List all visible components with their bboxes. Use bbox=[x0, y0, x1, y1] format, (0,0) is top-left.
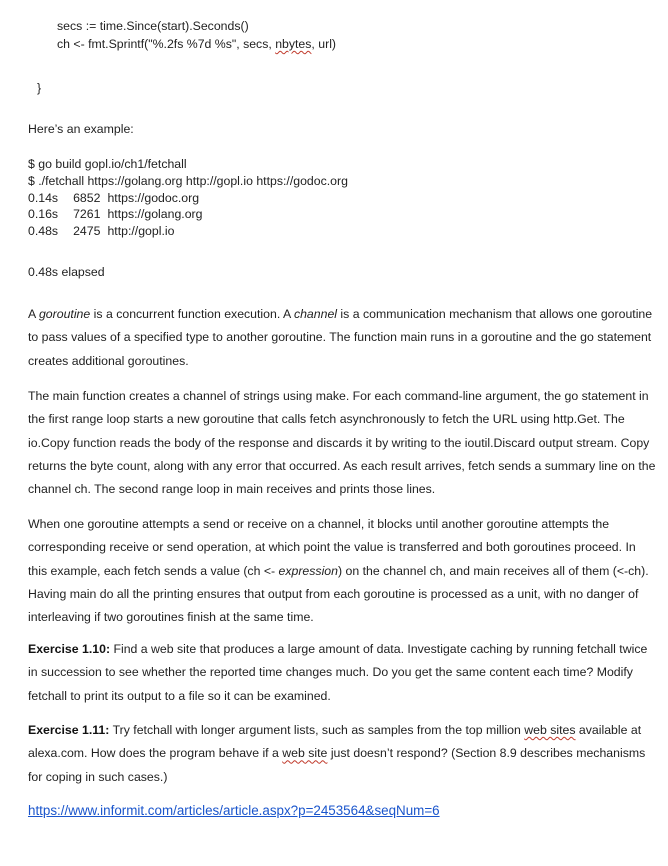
code-line-secs: secs := time.Since(start).Seconds() bbox=[57, 19, 249, 33]
code-line-sprintf bbox=[57, 36, 336, 52]
output-url: https://golang.org bbox=[107, 207, 203, 221]
exercise-1-10-text: Find a web site that produces a large amount of data. Investigate caching by running fetchall twice in succession to see whether the reported time changes much. Do you get the same content each time? Modify fetchall to print its output to a file so it can be examined. bbox=[28, 642, 648, 703]
term-goroutine: goroutine bbox=[38, 307, 91, 321]
output-bytes: 6852 bbox=[73, 191, 101, 205]
p1-text-c: is a communication mechanism that allows one goroutine to pass values of a specified type to another goroutine. The function main runs in a goroutine and the go statement creates additional goroutines. bbox=[28, 307, 653, 368]
exercise-1-11-label: Exercise 1.11: bbox=[28, 723, 110, 737]
term-channel: channel bbox=[293, 307, 338, 321]
output-url: http://gopl.io bbox=[107, 224, 175, 238]
source-link[interactable]: https://www.informit.com/articles/article.aspx?p=2453564&seqNum=6 bbox=[28, 803, 440, 818]
spellcheck-web-sites: web sites bbox=[524, 723, 576, 737]
term-expression: expression bbox=[278, 563, 338, 578]
output-row bbox=[28, 190, 199, 206]
shell-cmd-run: $ ./fetchall https://golang.org http://gopl.io https://godoc.org bbox=[28, 174, 348, 188]
elapsed-line: 0.48s elapsed bbox=[28, 265, 105, 279]
p3-text-a: When one goroutine attempts a send or receive on a channel, it blocks until another goroutine attempts the corresponding receive or send operation, at which point the value is transferred and both goroutines proceed. In this example, each fetch sends a value (ch <- bbox=[28, 517, 636, 578]
output-url: https://godoc.org bbox=[107, 191, 200, 205]
output-row bbox=[28, 223, 174, 239]
code-sprintf-post: , url) bbox=[311, 37, 337, 51]
output-time: 0.14s bbox=[28, 191, 59, 205]
exercise-1-10 bbox=[28, 638, 658, 708]
output-row bbox=[28, 206, 202, 222]
ex111-text-a: Try fetchall with longer argument lists, such as samples from the top million bbox=[109, 723, 525, 737]
output-bytes: 7261 bbox=[73, 207, 101, 221]
output-time: 0.48s bbox=[28, 224, 59, 238]
shell-cmd-build: $ go build gopl.io/ch1/fetchall bbox=[28, 157, 187, 171]
closing-brace: } bbox=[37, 81, 42, 95]
exercise-1-10-label: Exercise 1.10: bbox=[28, 642, 111, 656]
paragraph-main-function: The main function creates a channel of strings using make. For each command-line argument, the go statement in the first range loop starts a new goroutine that calls fetch asynchronously to fetch the URL using http.Get. The io.Copy function reads the body of the response and discards it by writing to the ioutil.Discard output stream. Copy returns the byte count, along with any error that occurred. As each result arrives, fetch sends a summary line on the channel ch. The second range loop in main receives and prints those lines. bbox=[28, 389, 656, 497]
paragraph-goroutine-def bbox=[28, 303, 658, 373]
p3-text-b: ) on the channel ch, and main receives all of them (<-ch). Having main do all the printing ensures that output from each goroutine is processed as a unit, with no danger of interleaving if two goroutines finish at the same time. bbox=[28, 563, 649, 625]
spellcheck-nbytes: nbytes bbox=[275, 37, 312, 51]
paragraph-blocking bbox=[28, 513, 658, 629]
code-sprintf-pre: ch <- fmt.Sprintf("%.2fs %7d %s", secs, bbox=[57, 37, 276, 51]
example-intro: Here’s an example: bbox=[28, 122, 134, 136]
p1-text-b: is a concurrent function execution. A bbox=[90, 307, 294, 321]
output-time: 0.16s bbox=[28, 207, 59, 221]
ex111-text-b: available at alexa.com. How does the program behave if a bbox=[28, 723, 642, 761]
exercise-1-11 bbox=[28, 719, 658, 789]
spellcheck-web-site: web site bbox=[282, 746, 328, 761]
ex111-text-c: just doesn’t respond? (Section 8.9 describes mechanisms for coping in such cases.) bbox=[28, 746, 646, 784]
output-bytes: 2475 bbox=[73, 224, 101, 238]
p1-text-a: A bbox=[28, 307, 39, 321]
